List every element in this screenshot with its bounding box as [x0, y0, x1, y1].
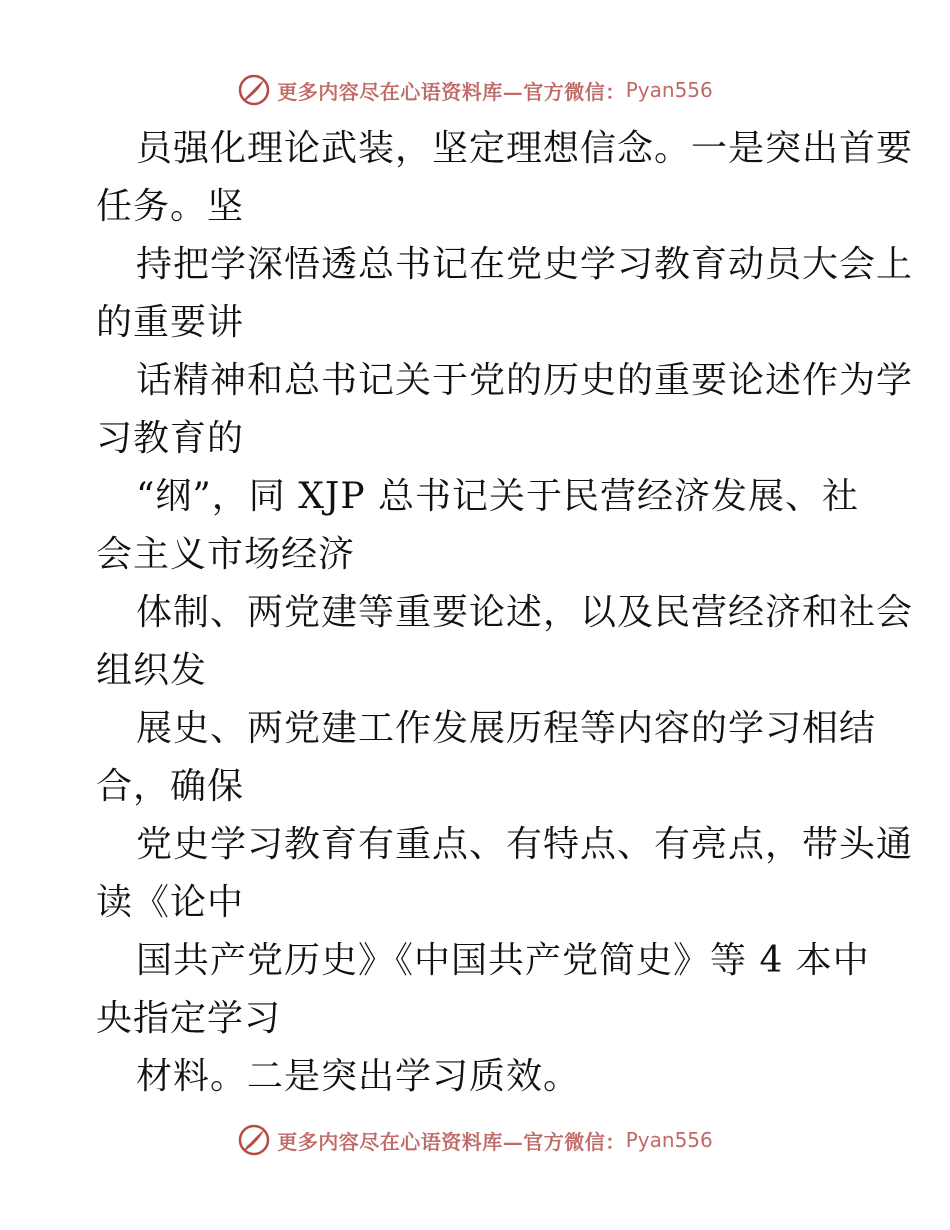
document-body — [96, 120, 914, 1106]
header-watermark — [0, 70, 950, 110]
watermark-wechat-id: Pyan556 — [625, 78, 713, 102]
text-line: 的重要讲 — [96, 302, 245, 343]
text-line: 任务。坚 — [96, 186, 245, 227]
quill-logo-icon — [237, 73, 271, 107]
text-line: 展史、两党建工作发展历程等内容的学习相结 — [136, 708, 877, 749]
text-line: 话精神和总书记关于党的历史的重要论述作为学 — [136, 360, 914, 401]
text-line: 体制、两党建等重要论述，以及民营经济和社会 — [136, 592, 914, 633]
text-line: 合，确保 — [96, 766, 245, 807]
text-line: 组织发 — [96, 650, 208, 691]
text-line: 央指定学习 — [96, 998, 282, 1039]
watermark-wechat-id: Pyan556 — [625, 1128, 713, 1152]
text-line: 员强化理论武装，坚定理想信念。一是突出首要 — [136, 128, 914, 169]
text-line: 习教育的 — [96, 418, 245, 459]
text-line: 材料。二是突出学习质效。 — [136, 1056, 581, 1097]
watermark-text: 更多内容尽在心语资料库—官方微信： — [277, 1129, 626, 1154]
text-line: 持把学深悟透总书记在党史学习教育动员大会上 — [136, 244, 914, 285]
quill-logo-icon — [237, 1123, 271, 1157]
text-line: 党史学习教育有重点、有特点、有亮点，带头通 — [136, 824, 914, 865]
text-line: “纲”，同 XJP 总书记关于民营经济发展、社 — [136, 476, 859, 517]
footer-watermark — [0, 1120, 950, 1160]
text-line: 读《论中 — [96, 882, 245, 923]
text-line: 会主义市场经济 — [96, 534, 356, 575]
text-line: 国共产党历史》《中国共产党简史》等 4 本中 — [136, 940, 870, 981]
watermark-text: 更多内容尽在心语资料库—官方微信： — [277, 79, 626, 104]
